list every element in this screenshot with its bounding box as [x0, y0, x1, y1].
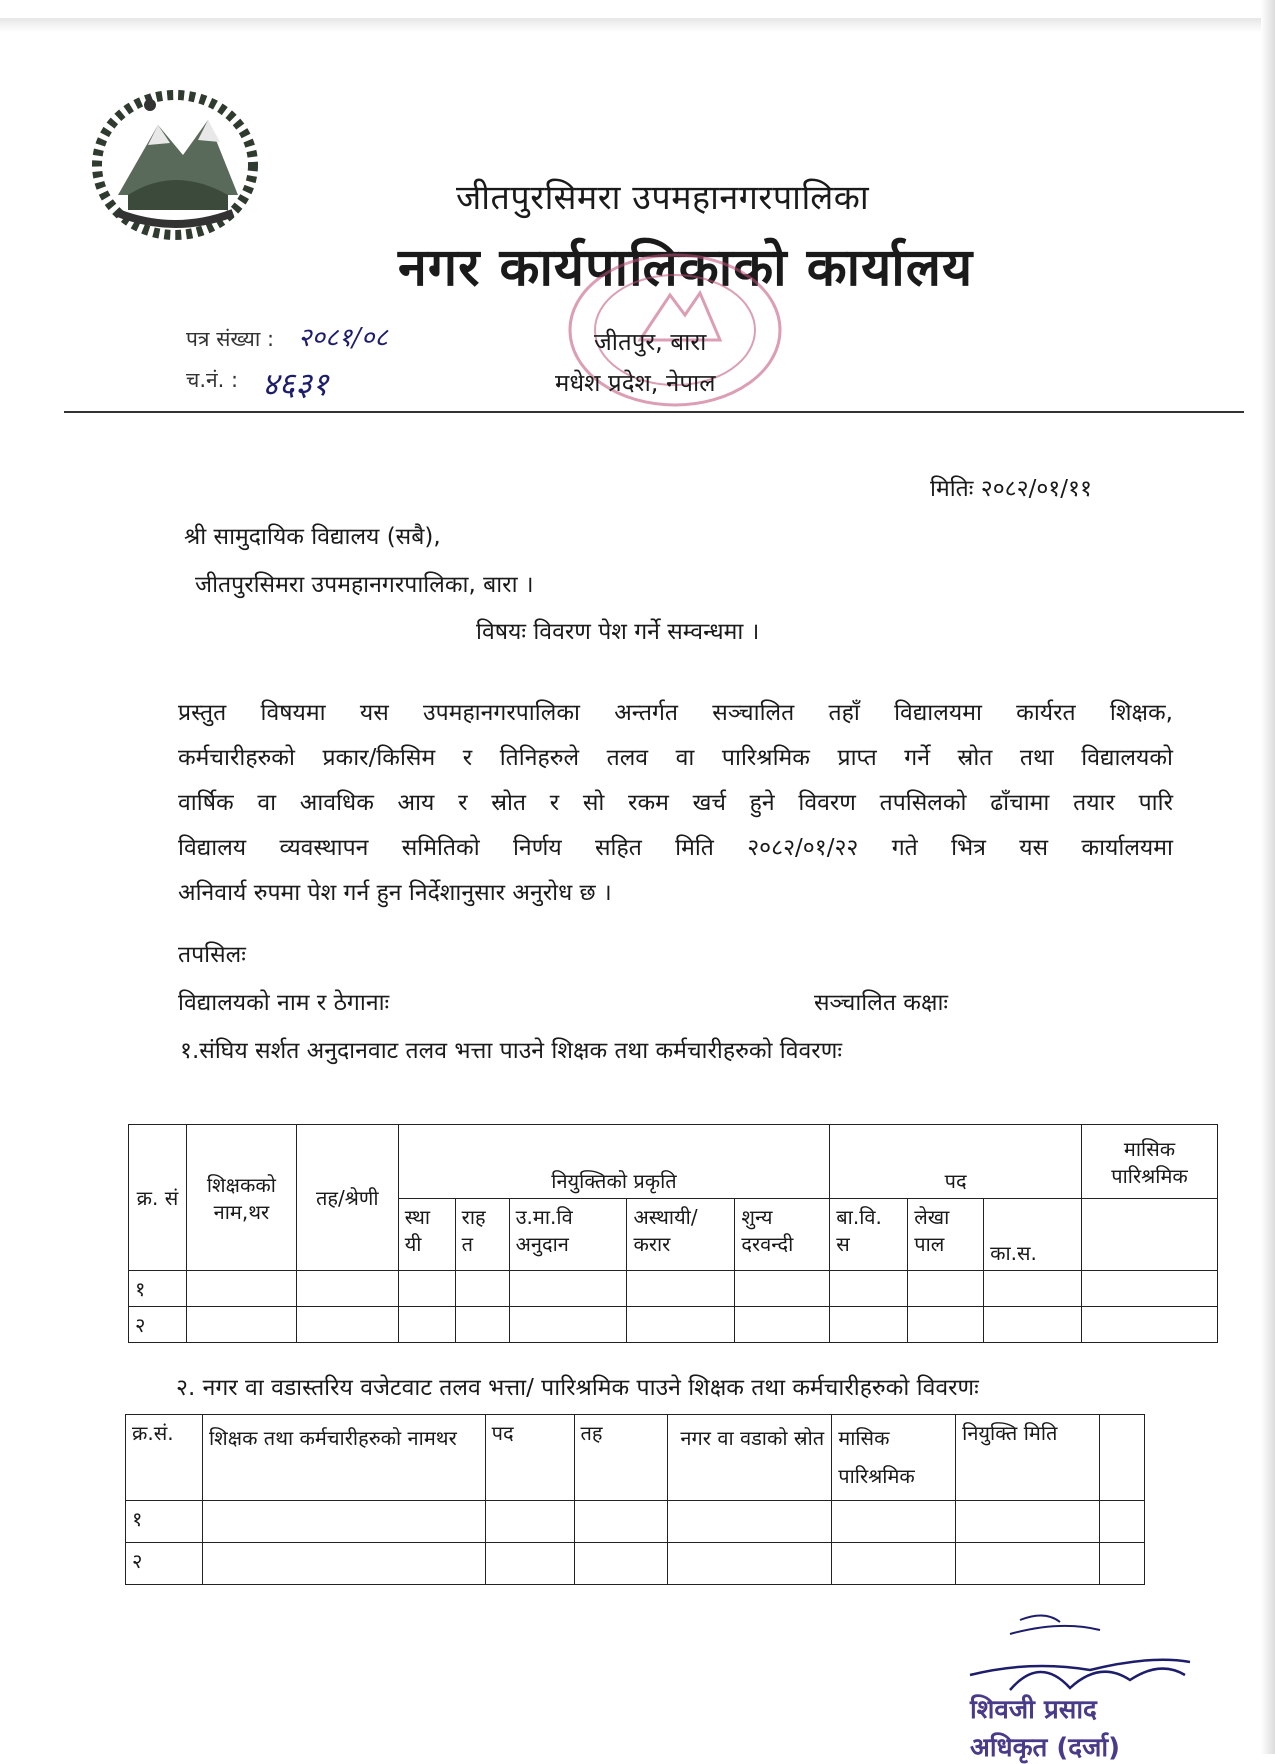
- subheader-bavis: बा.वि. स: [830, 1199, 908, 1271]
- classes-label: सञ्चालित कक्षाः: [814, 990, 949, 1016]
- address-line-2: मधेश प्रदेश, नेपाल: [555, 369, 716, 397]
- letter-number-value: २०८१/०८: [298, 323, 388, 353]
- table-cell: [1082, 1199, 1218, 1271]
- table-row: [129, 1271, 1218, 1307]
- letter-subject: विषयः विवरण पेश गर्ने सम्वन्धमा ।: [476, 619, 760, 645]
- col-header-sn: क्र. सं: [129, 1125, 187, 1271]
- header-divider: [64, 411, 1244, 413]
- page-edge: [0, 18, 1275, 32]
- subheader-vacant: शुन्य दरवन्दी: [735, 1199, 830, 1271]
- subheader-grant: उ.मा.वि अनुदान: [509, 1199, 627, 1271]
- school-name-label: विद्यालयको नाम र ठेगानाः: [178, 990, 390, 1016]
- row-number: २: [126, 1543, 203, 1585]
- body-line: कर्मचारीहरुको प्रकार/किसिम र तिनिहरुले तलव वा पारिश्रमिक प्राप्त गर्ने स्रोत तथा विद्यालयको: [178, 745, 1173, 771]
- address-line-1: जीतपुर, बारा: [594, 328, 707, 356]
- dispatch-number-value: ४६३१: [262, 365, 329, 403]
- dispatch-number-label: च.नं. :: [186, 368, 239, 392]
- letter-body: [178, 695, 1173, 920]
- col-header-salary: मासिक पारिश्रमिक: [1082, 1125, 1218, 1199]
- org-subtitle: जीतपुरसिमरा उपमहानगरपालिका: [456, 178, 870, 218]
- nepal-emblem: [88, 85, 263, 240]
- section-1-title: १.संघिय सर्शत अनुदानवाट तलव भत्ता पाउने शिक्षक तथा कर्मचारीहरुको विवरणः: [180, 1038, 842, 1064]
- col-header-date: नियुक्ति मिति: [956, 1415, 1100, 1501]
- body-line: अनिवार्य रुपमा पेश गर्न हुन निर्देशानुसार अनुरोध छ ।: [178, 880, 612, 906]
- letter-date: मितिः २०८२/०१/११: [930, 476, 1092, 502]
- subheader-ks: का.स.: [984, 1199, 1082, 1271]
- tapsil-label: तपसिलः: [178, 942, 246, 968]
- body-line: विद्यालय व्यवस्थापन समितिको निर्णय सहित मिति २०८२/०१/२२ गते भित्र यस कार्यालयमा: [178, 835, 1173, 861]
- page-edge: [1261, 0, 1275, 1754]
- col-header-level: तह: [574, 1415, 668, 1501]
- subheader-relief: राह त: [455, 1199, 509, 1271]
- row-number: १: [126, 1501, 203, 1543]
- col-header-name: शिक्षकको नाम,थर: [186, 1125, 296, 1271]
- recipient-line-2: जीतपुरसिमरा उपमहानगरपालिका, बारा ।: [195, 572, 534, 598]
- col-header-post: पद: [830, 1125, 1082, 1199]
- col-header-salary: मासिक पारिश्रमिक: [832, 1415, 956, 1501]
- letter-number-label: पत्र संख्या :: [186, 327, 275, 351]
- section-2-title: २. नगर वा वडास्तरिय वजेटवाट तलव भत्ता/ पारिश्रमिक पाउने शिक्षक तथा कर्मचारीहरुको विवरणः: [176, 1375, 979, 1401]
- table-cell: [1100, 1415, 1145, 1501]
- federal-staff-table: [128, 1124, 1218, 1343]
- recipient-line-1: श्री सामुदायिक विद्यालय (सबै),: [184, 524, 441, 550]
- municipal-staff-table: [125, 1414, 1145, 1585]
- subheader-accountant: लेखा पाल: [908, 1199, 984, 1271]
- org-title: नगर कार्यपालिकाको कार्यालय: [398, 238, 974, 298]
- body-line: प्रस्तुत विषयमा यस उपमहानगरपालिका अन्तर्गत सञ्चालित तहाँ विद्यालयमा कार्यरत शिक्षक,: [178, 700, 1173, 726]
- table-row: [126, 1543, 1145, 1585]
- table-row: [129, 1307, 1218, 1343]
- row-number: २: [129, 1307, 187, 1343]
- col-header-source: नगर वा वडाको स्रोत: [668, 1415, 832, 1501]
- row-number: १: [129, 1271, 187, 1307]
- body-line: वार्षिक वा आवधिक आय र स्रोत र सो रकम खर्च हुने विवरण तपसिलको ढाँचामा तयार पारि: [178, 790, 1173, 816]
- col-header-appointment: नियुक्तिको प्रकृति: [398, 1125, 830, 1199]
- col-header-post: पद: [485, 1415, 574, 1501]
- col-header-level: तह/श्रेणी: [296, 1125, 398, 1271]
- col-header-name: शिक्षक तथा कर्मचारीहरुको नामथर: [202, 1415, 485, 1501]
- signatory-name: शिवजी प्रसाद: [970, 1695, 1097, 1725]
- signatory-title: अधिकृत (दर्जा): [970, 1733, 1121, 1763]
- col-header-sn: क्र.सं.: [126, 1415, 203, 1501]
- subheader-temporary: अस्थायी/ करार: [627, 1199, 735, 1271]
- subheader-permanent: स्था यी: [398, 1199, 455, 1271]
- table-row: [126, 1501, 1145, 1543]
